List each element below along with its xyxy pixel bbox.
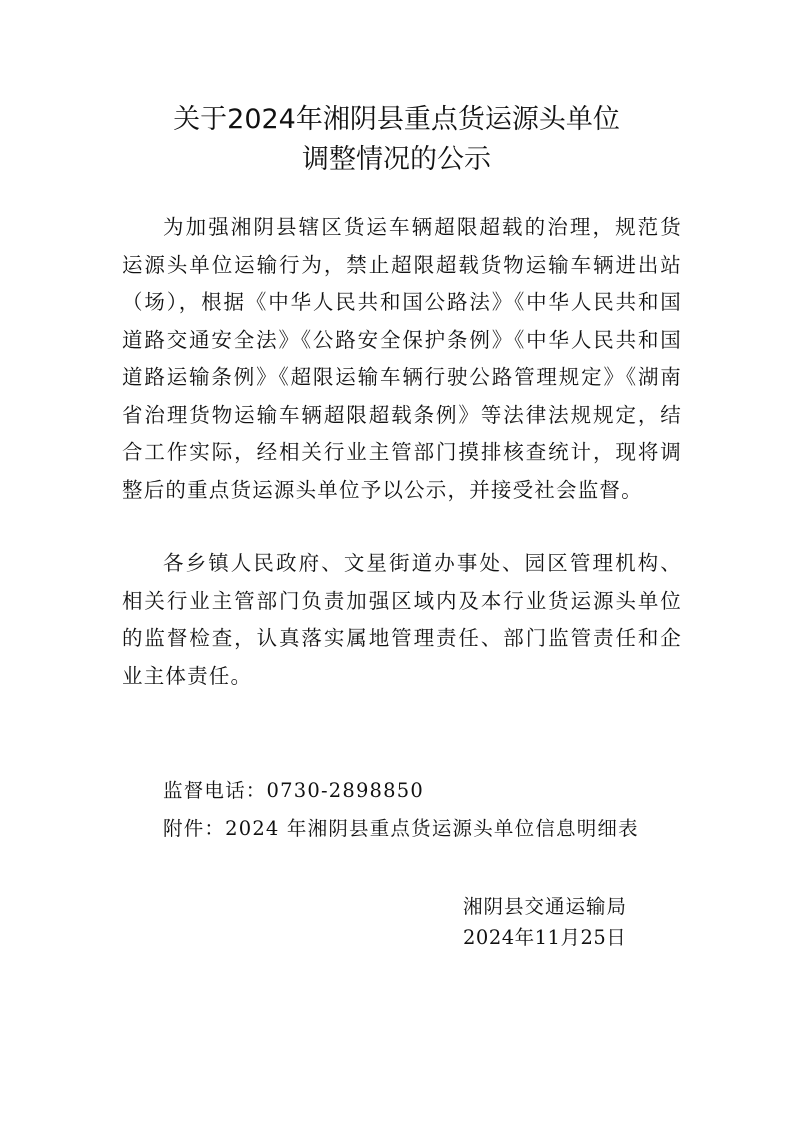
document-title-line-1: 关于2024年湘阴县重点货运源头单位 <box>173 104 620 135</box>
attachment-line <box>163 812 639 846</box>
phone-label: 监督电话： <box>163 779 267 802</box>
document-title-line-2: 调整情况的公示 <box>302 144 491 175</box>
phone-number: 0730-2898850 <box>266 779 424 802</box>
issuing-organization: 湘阴县交通运输局 <box>463 895 628 918</box>
issue-date: 2024年11月25日 <box>463 926 627 949</box>
attachment-name: 2024 年湘阴县重点货运源头单位信息明细表 <box>225 817 639 840</box>
supervision-phone <box>163 774 424 808</box>
body-paragraph-1: 为加强湘阴县辖区货运车辆超限超载的治理，规范货运源头单位运输行为，禁止超限超载货物运输车辆进出站（场），根据《中华人民共和国公路法》《中华人民共和国道路交通安全法》《公路安全保护条例》《中华人民共和国道路运输条例》《超限运输车辆行驶公路管理规定》《湖南省治理货物运输车辆超限超载条例》等法律法规规定，结合工作实际，经相关行业主管部门摸排核查统计，现将调整后的重点货运源头单位予以公示，并接受社会监督。 <box>122 215 682 502</box>
body-paragraph-2: 各乡镇人民政府、文星街道办事处、园区管理机构、相关行业主管部门负责加强区域内及本行业货运源头单位的监督检查，认真落实属地管理责任、部门监管责任和企业主体责任。 <box>122 551 682 688</box>
attachment-label: 附件： <box>163 817 226 840</box>
